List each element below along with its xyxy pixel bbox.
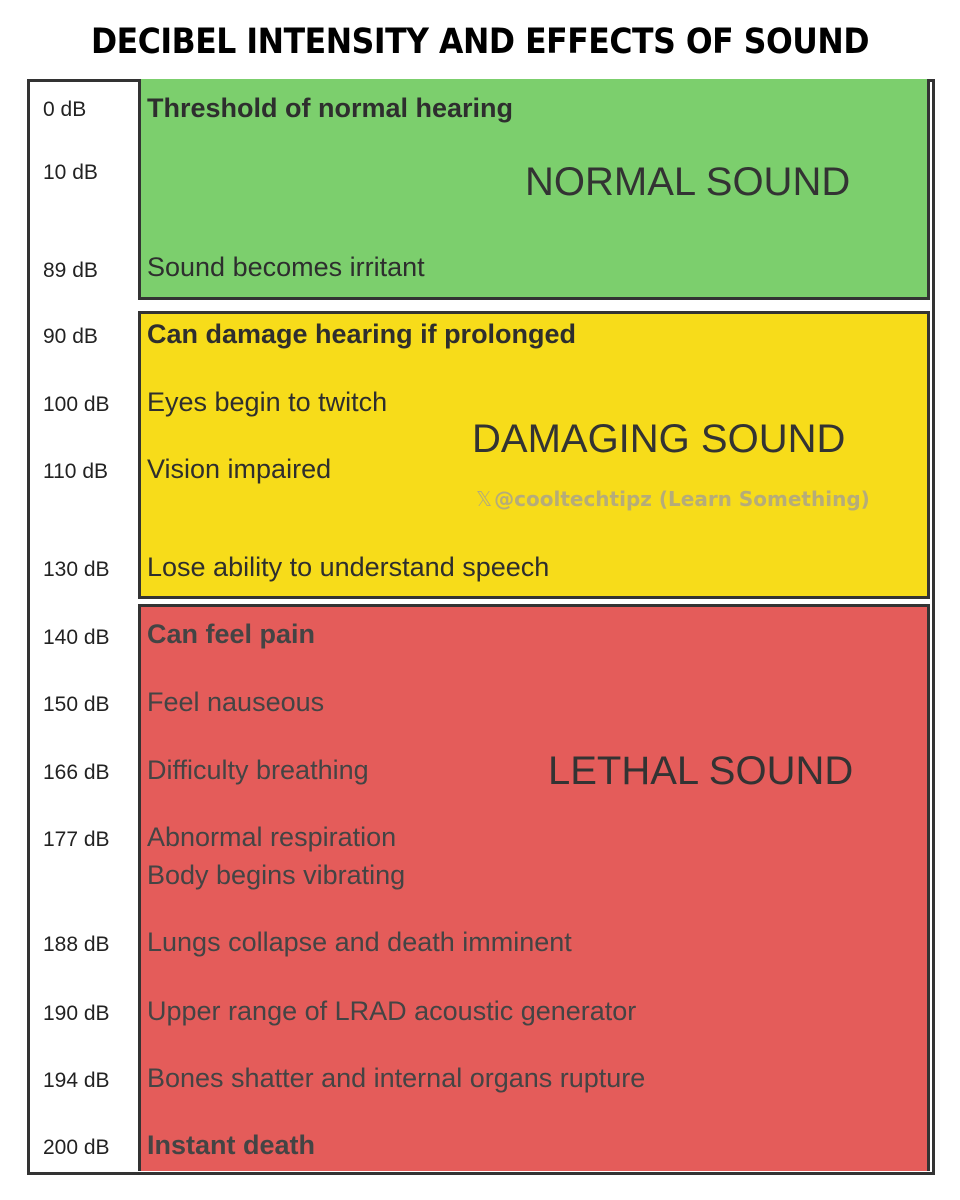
effect-text: Lose ability to understand speech — [147, 552, 550, 582]
db-label: 177 dB — [43, 828, 110, 851]
zone-title-damaging: DAMAGING SOUND — [472, 417, 846, 461]
page-title: DECIBEL INTENSITY AND EFFECTS OF SOUND — [90, 22, 870, 62]
effect-text: Sound becomes irritant — [147, 252, 425, 282]
db-label: 140 dB — [43, 626, 110, 649]
db-label: 10 dB — [43, 161, 98, 184]
effect-text: Can feel pain — [147, 619, 316, 649]
db-label: 90 dB — [43, 325, 98, 348]
effect-text: Lungs collapse and death imminent — [147, 927, 572, 957]
x-logo-icon: 𝕏 — [476, 487, 493, 511]
db-label: 0 dB — [43, 98, 87, 121]
effect-text: Difficulty breathing — [147, 755, 369, 785]
db-label: 150 dB — [43, 693, 110, 716]
effect-text: Eyes begin to twitch — [147, 387, 388, 417]
db-label: 89 dB — [43, 259, 98, 282]
watermark-text: @cooltechtipz (Learn Something) — [494, 487, 870, 511]
effect-text: Abnormal respiration — [147, 822, 397, 852]
db-label: 188 dB — [43, 933, 110, 956]
effect-text: Body begins vibrating — [147, 860, 406, 890]
db-label: 130 dB — [43, 558, 110, 581]
effect-text: Instant death — [147, 1130, 316, 1160]
effect-text: Can damage hearing if prolonged — [147, 319, 577, 349]
db-label: 110 dB — [43, 460, 108, 483]
db-label: 200 dB — [43, 1136, 110, 1159]
zone-title-lethal: LETHAL SOUND — [548, 749, 854, 793]
db-label: 190 dB — [43, 1002, 110, 1025]
db-label: 100 dB — [43, 393, 110, 416]
zone-title-normal: NORMAL SOUND — [525, 160, 851, 204]
effect-text: Upper range of LRAD acoustic generator — [147, 996, 637, 1026]
effect-text: Vision impaired — [147, 454, 332, 484]
db-label: 194 dB — [43, 1069, 110, 1092]
effect-text: Feel nauseous — [147, 687, 325, 717]
effect-text: Bones shatter and internal organs rupture — [147, 1063, 646, 1093]
db-label: 166 dB — [43, 761, 110, 784]
effect-text: Threshold of normal hearing — [147, 93, 514, 123]
watermark — [476, 487, 870, 511]
